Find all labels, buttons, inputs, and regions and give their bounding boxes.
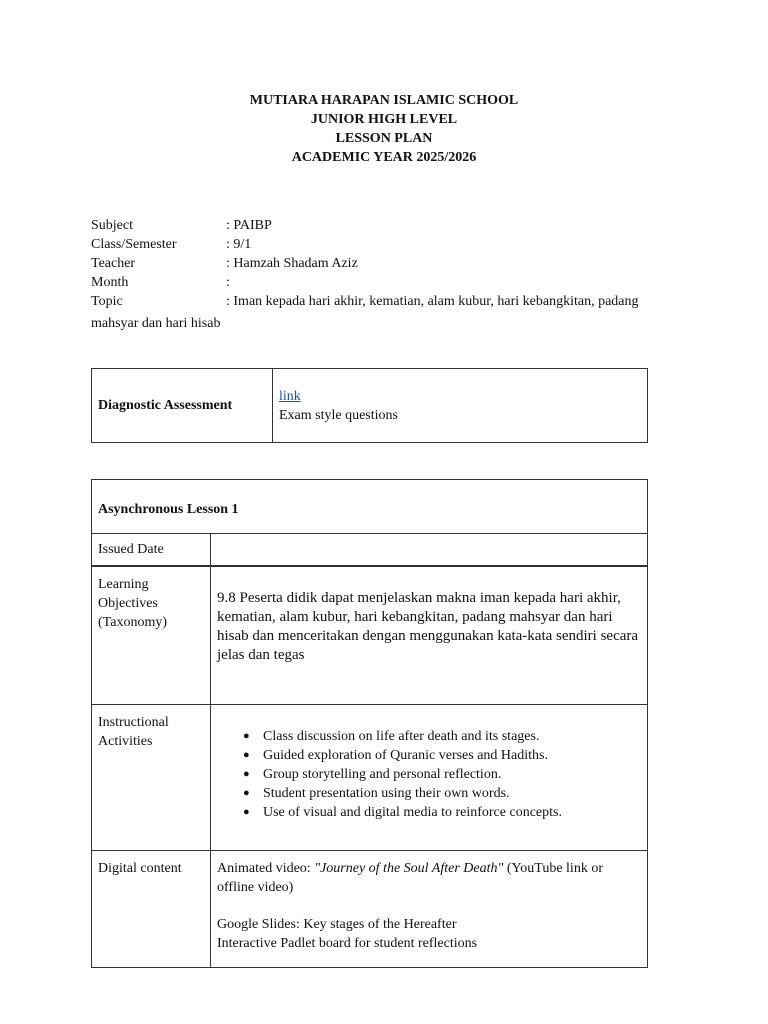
subject-label: Subject (91, 218, 133, 233)
info-row-teacher (91, 254, 691, 273)
month-value: : (226, 275, 230, 290)
list-item: ● Use of visual and digital media to reinforce concepts. (263, 803, 641, 822)
lesson-table (91, 479, 648, 968)
issued-date-value (211, 534, 648, 567)
digital-video-title: "Journey of the Soul After Death" (314, 861, 504, 876)
diagnostic-table (91, 368, 648, 443)
list-item: ● Group storytelling and personal reflection. (263, 765, 641, 784)
lesson-info (91, 216, 691, 333)
info-row-topic (91, 292, 691, 311)
topic-continuation: mahsyar dan hari hisab (91, 316, 221, 331)
digital-video (217, 859, 641, 897)
digital-content-label: Digital content (92, 851, 211, 968)
subject-value: : PAIBP (226, 218, 272, 233)
issued-date-row (92, 534, 648, 567)
activities-label: Instructional Activities (92, 705, 211, 851)
objectives-label: Learning Objectives (Taxonomy) (92, 566, 211, 705)
spacer (217, 897, 641, 915)
document-header (0, 91, 768, 167)
info-row-month (91, 273, 691, 292)
diagnostic-link[interactable]: link (279, 388, 301, 404)
school-name: MUTIARA HARAPAN ISLAMIC SCHOOL (249, 93, 519, 108)
digital-video-prefix: Animated video: (217, 861, 315, 876)
topic-value: : Iman kepada hari akhir, kematian, alam kubur, hari kebangkitan, padang (226, 294, 639, 309)
teacher-label: Teacher (91, 256, 136, 271)
digital-video-suffix: (YouTube link or offline video) (217, 861, 603, 895)
info-row-subject (91, 216, 691, 235)
month-label: Month (91, 275, 129, 290)
objectives-value: 9.8 Peserta didik dapat menjelaskan makna iman kepada hari akhir, kematian, alam kubur, hari kebangkitan, padang mahsyar dan hari hisab dan menceritakan dengan menggunakan kata-kata sendiri secara jelas dan tegas (211, 566, 648, 705)
list-item: ● Guided exploration of Quranic verses and Hadiths. (263, 746, 641, 765)
diagnostic-content (273, 369, 648, 443)
list-item: ● Student presentation using their own words. (263, 784, 641, 803)
digital-slides: Google Slides: Key stages of the Hereafter (217, 917, 457, 932)
digital-content-cell (211, 851, 648, 968)
activities-list (217, 727, 641, 822)
class-value: : 9/1 (226, 237, 252, 252)
info-row-class (91, 235, 691, 254)
digital-padlet: Interactive Padlet board for student reflections (217, 936, 478, 951)
activities-row (92, 705, 648, 851)
issued-date-label: Issued Date (92, 534, 211, 567)
school-level: JUNIOR HIGH LEVEL (310, 112, 458, 127)
lesson-title: Asynchronous Lesson 1 (92, 480, 648, 534)
digital-content-row (92, 851, 648, 968)
activities-cell (211, 705, 648, 851)
class-label: Class/Semester (91, 237, 177, 252)
doc-type: LESSON PLAN (335, 131, 433, 146)
objectives-row (92, 566, 648, 705)
teacher-value: : Hamzah Shadam Aziz (226, 256, 358, 271)
diagnostic-row (92, 369, 648, 443)
topic-label: Topic (91, 294, 123, 309)
list-item: ● Class discussion on life after death and its stages. (263, 727, 641, 746)
diagnostic-desc: Exam style questions (279, 407, 398, 423)
academic-year: ACADEMIC YEAR 2025/2026 (291, 150, 477, 165)
diagnostic-label: Diagnostic Assessment (92, 369, 273, 443)
lesson-title-row (92, 480, 648, 534)
